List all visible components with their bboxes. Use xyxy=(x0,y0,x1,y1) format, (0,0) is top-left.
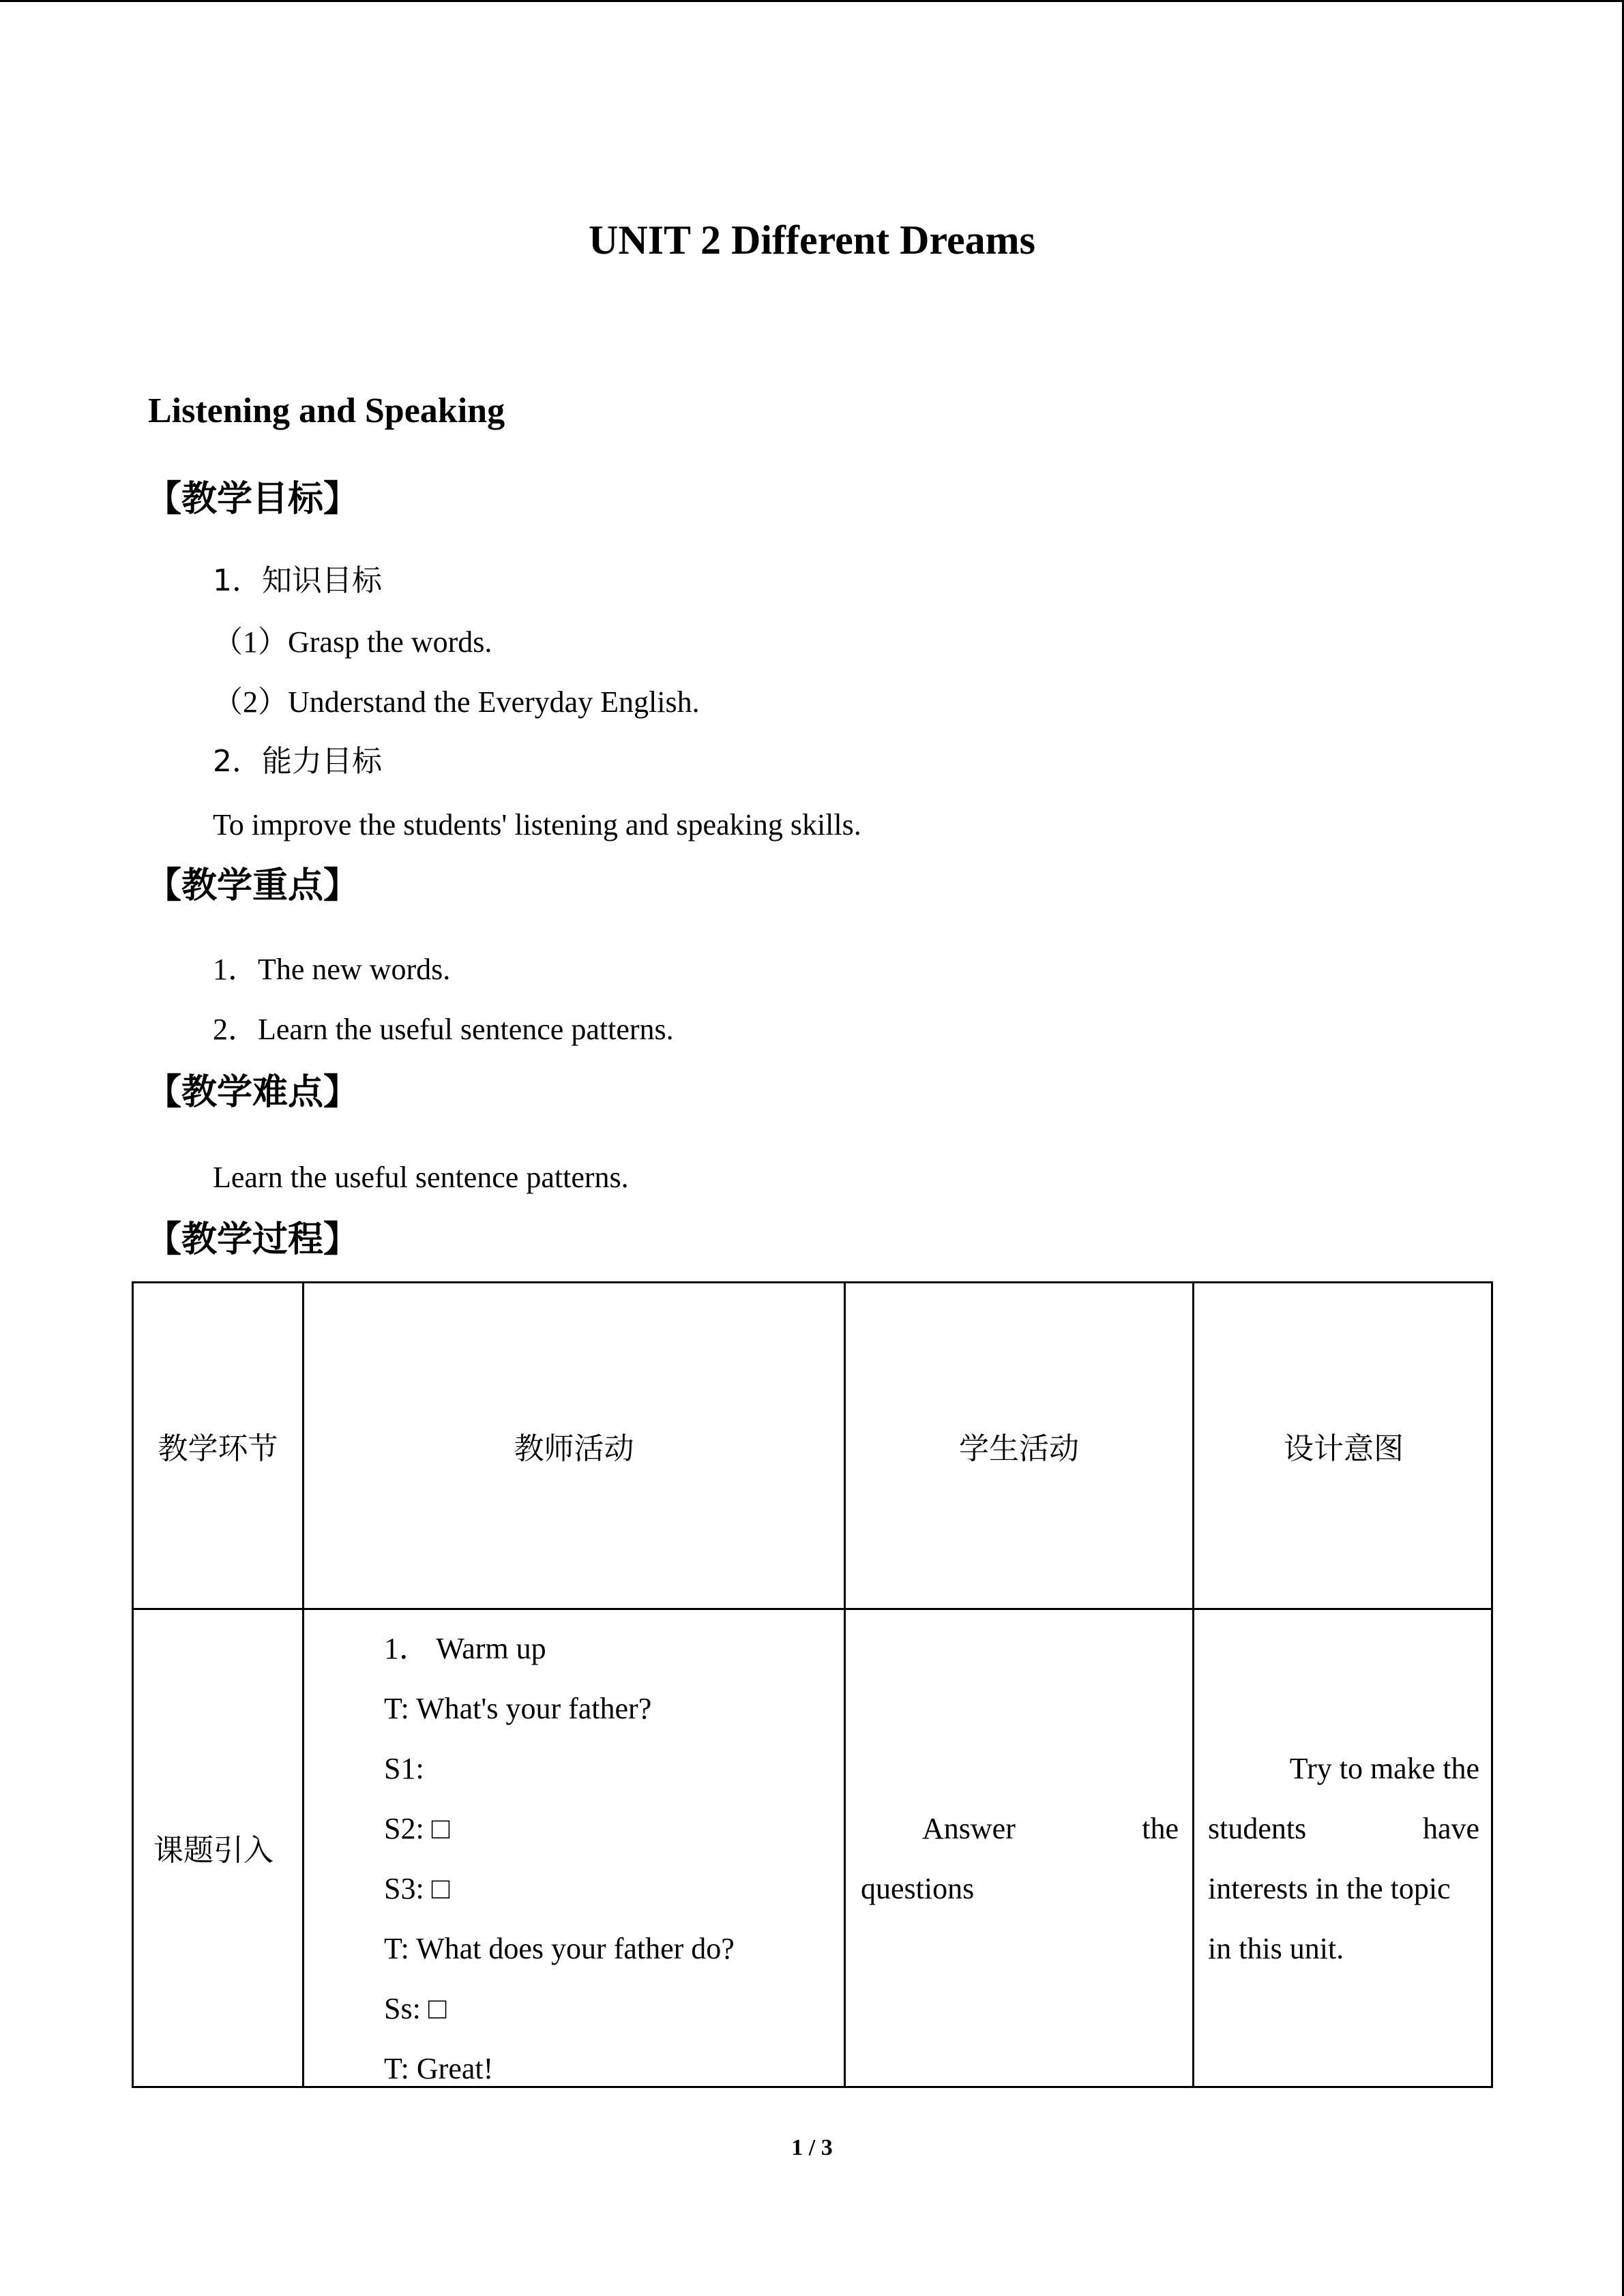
document-title: UNIT 2 Different Dreams xyxy=(589,218,1035,263)
difficulties-text: Learn the useful sentence patterns. xyxy=(213,1161,629,1194)
student-line xyxy=(861,1799,1179,1859)
difficulties-heading: 【教学难点】 xyxy=(146,1072,359,1113)
process-table xyxy=(132,1281,1493,2088)
intent-line: in this unit. xyxy=(1208,1932,1344,1965)
table-cell-stage: 课题引入 xyxy=(153,1833,274,1868)
process-heading: 【教学过程】 xyxy=(146,1219,359,1260)
section-title: Listening and Speaking xyxy=(148,391,505,430)
student-word: Answer xyxy=(922,1812,1016,1845)
teacher-line: S2: □ xyxy=(384,1812,450,1845)
table-header-teacher: 教师活动 xyxy=(514,1431,634,1466)
table-header-stage: 教学环节 xyxy=(158,1431,278,1466)
table-cell-student xyxy=(861,1799,1179,1919)
table-cell-teacher xyxy=(384,1619,735,2099)
intent-line: interests in the topic xyxy=(1208,1872,1451,1905)
student-line: questions xyxy=(861,1872,975,1905)
table-header-student: 学生活动 xyxy=(959,1431,1079,1466)
student-word: the xyxy=(1142,1812,1179,1845)
page-number: 1 / 3 xyxy=(791,2135,833,2160)
knowledge-item: （1）Grasp the words. xyxy=(213,625,492,659)
intent-line xyxy=(1208,1799,1479,1859)
objectives-heading: 【教学目标】 xyxy=(146,479,359,520)
teacher-line: T: Great! xyxy=(384,2052,494,2085)
intent-word: have xyxy=(1422,1812,1479,1845)
table-divider xyxy=(134,1608,1491,1610)
intent-word: students xyxy=(1208,1812,1307,1845)
teacher-line: S3: □ xyxy=(384,1872,450,1905)
knowledge-label: 1．知识目标 xyxy=(213,563,382,598)
ability-label: 2．能力目标 xyxy=(213,744,382,779)
teacher-line: Ss: □ xyxy=(384,1992,447,2025)
table-cell-intent xyxy=(1208,1739,1479,1979)
ability-text: To improve the students' listening and speaking skills. xyxy=(213,808,861,841)
knowledge-item: （2）Understand the Everyday English. xyxy=(213,685,700,719)
key-point-item: 1．The new words. xyxy=(213,953,451,986)
teacher-line: T: What's your father? xyxy=(384,1692,652,1725)
intent-line: Try to make the xyxy=(1289,1752,1479,1785)
teacher-line: T: What does your father do? xyxy=(384,1932,735,1965)
teacher-line: 1． Warm up xyxy=(384,1632,546,1665)
key-points-heading: 【教学重点】 xyxy=(146,865,359,906)
key-point-item: 2．Learn the useful sentence patterns. xyxy=(213,1013,674,1046)
teacher-line: S1: xyxy=(384,1752,424,1785)
table-header-intent: 设计意图 xyxy=(1284,1431,1404,1466)
